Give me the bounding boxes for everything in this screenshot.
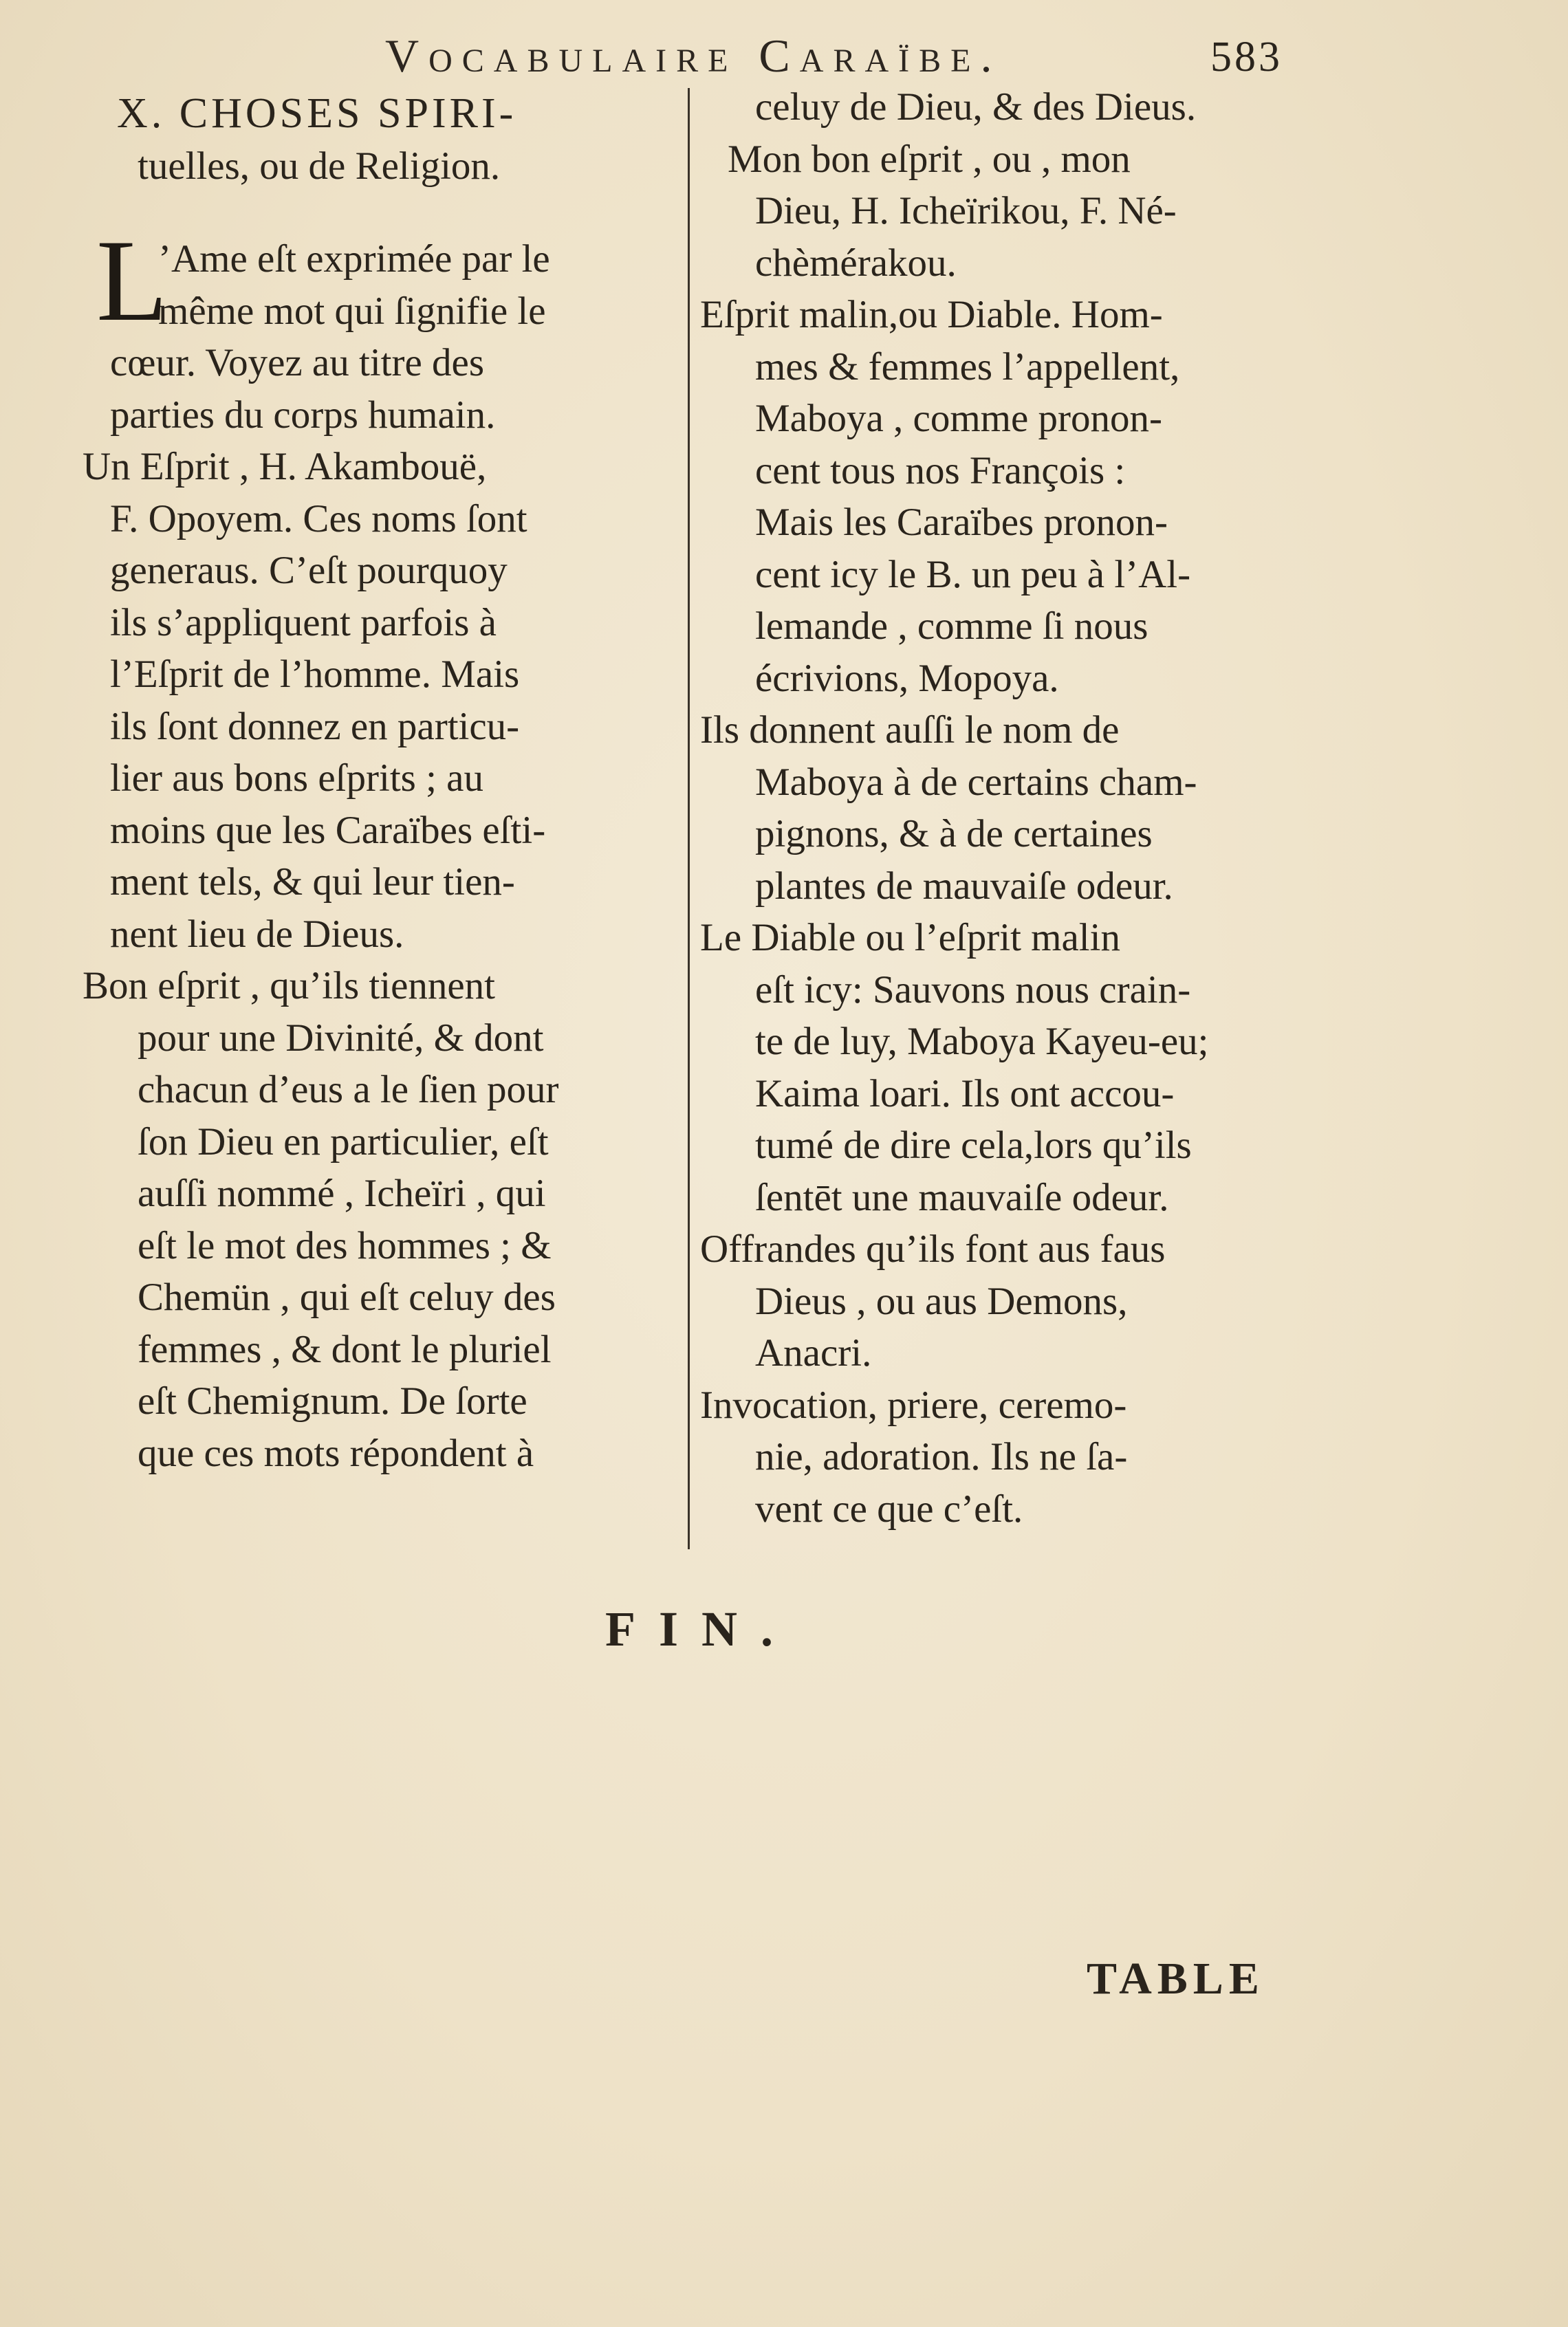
entry-line: eſt icy: Sauvons nous crain- bbox=[755, 968, 1191, 1012]
entry-line: chacun d’eus a le ſien pour bbox=[138, 1068, 559, 1111]
section-heading-continued: tuelles, ou de Religion. bbox=[138, 144, 501, 188]
page-header bbox=[0, 29, 1568, 84]
catchword: TABLE bbox=[1087, 1954, 1265, 2004]
entry-line: Invocation, priere, ceremo- bbox=[700, 1383, 1127, 1427]
entry-line: eſt le mot des hommes ; & bbox=[138, 1223, 552, 1267]
entry-line: Kaima loari. Ils ont accou- bbox=[755, 1071, 1175, 1115]
entry-line: lemande , comme ſi nous bbox=[755, 604, 1148, 648]
entry-line: moins que les Caraïbes eſti- bbox=[110, 808, 546, 852]
entry-line: chèmérakou. bbox=[755, 241, 957, 285]
entry-line: cent tous nos François : bbox=[755, 448, 1126, 492]
entry-line: écrivions, Mopoya. bbox=[755, 656, 1059, 700]
entry-line: nie, adoration. Ils ne ſa- bbox=[755, 1435, 1128, 1478]
entry-line: plantes de mauvaiſe odeur. bbox=[755, 864, 1173, 908]
entry-line: auſſi nommé , Icheïri , qui bbox=[138, 1172, 546, 1215]
page-number: 583 bbox=[1210, 34, 1283, 80]
entry-line: Le Diable ou l’eſprit malin bbox=[700, 916, 1120, 959]
right-column bbox=[700, 81, 1293, 1535]
entry-line: Dieu, H. Icheïrikou, F. Né- bbox=[755, 189, 1177, 232]
entry-line: F. Opoyem. Ces noms ſont bbox=[110, 496, 527, 540]
entry-line: Maboya à de certains cham- bbox=[755, 760, 1197, 804]
paragraph-line: même mot qui ſignifie le bbox=[158, 289, 546, 333]
entry-line: Bon eſprit , qu’ils tiennent bbox=[83, 964, 496, 1007]
entry-line: ils ſont donnez en particu- bbox=[110, 704, 520, 748]
running-title: Vocabulaire Caraïbe. bbox=[385, 30, 1002, 82]
entry-line: ment tels, & qui leur tien- bbox=[110, 860, 515, 904]
entry-line: Ils donnent auſſi le nom de bbox=[700, 708, 1120, 752]
column-divider bbox=[688, 88, 690, 1549]
entry-line: nent lieu de Dieus. bbox=[110, 912, 404, 956]
paragraph-line: parties du corps humain. bbox=[110, 393, 496, 437]
paragraph-text: ’Ame eſt exprimée par le bbox=[158, 237, 550, 281]
section-heading: X. CHOSES SPIRI- bbox=[117, 90, 517, 137]
entry-line: femmes , & dont le pluriel bbox=[138, 1327, 552, 1371]
entry-line: celuy de Dieu, & des Dieus. bbox=[755, 85, 1197, 129]
paragraph-line: cœur. Voyez au titre des bbox=[110, 341, 485, 384]
entry-line: Offrandes qu’ils font aus faus bbox=[700, 1227, 1166, 1271]
entry-line: tumé de dire cela,lors qu’ils bbox=[755, 1124, 1192, 1167]
entry-line: ils s’appliquent parfois à bbox=[110, 600, 497, 644]
left-column bbox=[83, 88, 674, 1479]
entry-line: Mais les Caraïbes pronon- bbox=[755, 501, 1168, 544]
entry-line: ſentēt une mauvaiſe odeur. bbox=[755, 1175, 1169, 1219]
entry-line: que ces mots répondent à bbox=[138, 1431, 534, 1475]
entry-line: l’Eſprit de l’homme. Mais bbox=[110, 653, 520, 696]
entry-line: mes & femmes l’appellent, bbox=[755, 345, 1180, 389]
entry-line: Maboya , comme pronon- bbox=[755, 397, 1163, 440]
entry-line: pour une Divinité, & dont bbox=[138, 1016, 544, 1060]
entry-line: Un Eſprit , H. Akambouë, bbox=[83, 445, 487, 488]
heading-gap bbox=[83, 192, 674, 233]
end-mark: FIN. bbox=[605, 1602, 796, 1657]
entry-line: te de luy, Maboya Kayeu-eu; bbox=[755, 1020, 1209, 1063]
entry-line: cent icy le B. un peu à l’Al- bbox=[755, 552, 1191, 596]
entry-line: lier aus bons eſprits ; au bbox=[110, 756, 483, 800]
entry-line: eſt Chemignum. De ſorte bbox=[138, 1379, 527, 1423]
entry-line: pignons, & à de certaines bbox=[755, 812, 1153, 855]
entry-line: Mon bon eſprit , ou , mon bbox=[728, 137, 1131, 181]
entry-line: generaus. C’eſt pourquoy bbox=[110, 549, 508, 592]
entry-line: Chemün , qui eſt celuy des bbox=[138, 1276, 556, 1319]
entry-line: ſon Dieu en particulier, eſt bbox=[138, 1119, 549, 1164]
entry-line: Anacri. bbox=[755, 1331, 872, 1375]
entry-line: vent ce que c’eſt. bbox=[755, 1487, 1023, 1531]
entry-line: Eſprit malin,ou Diable. Hom- bbox=[700, 293, 1163, 336]
entry-line: Dieus , ou aus Demons, bbox=[755, 1279, 1128, 1323]
drop-cap: L bbox=[96, 216, 168, 345]
